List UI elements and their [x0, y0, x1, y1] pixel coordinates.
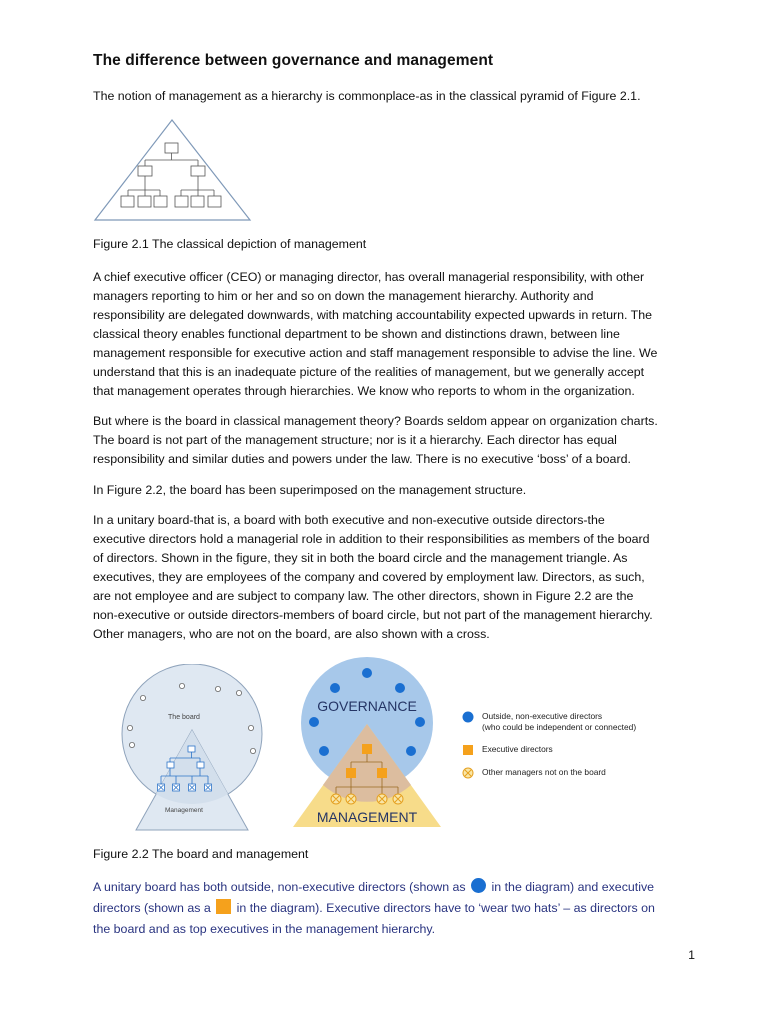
- manager-box-right: [191, 166, 205, 176]
- text-line: management responsible for executive action and staff management responsible to advise the line. We: [93, 346, 658, 360]
- text-span: A unitary board has both outside, non-executive directors (shown as: [93, 880, 470, 894]
- pyramid-outline: [95, 120, 250, 220]
- text-line: executives, they are employees of the company and covered by employment law. Directors, as such,: [93, 570, 645, 584]
- text-line: of directors. Shown in the figure, they sit in both the board circle and the management triangle. As: [93, 551, 628, 565]
- text-line: [93, 898, 705, 919]
- board-management-diagram: [112, 664, 272, 834]
- text-line: But where is the board in classical management theory? Boards seldom appear on organization charts.: [93, 414, 658, 428]
- text-line: responsibility are delegated downwards, with matching accountability expected upwards in return. The: [93, 308, 653, 322]
- text-line: executive directors hold a managerial role in addition to their responsibilities as members of the board: [93, 532, 650, 546]
- text-line: understand that this is an inadequate picture of the realities of management, but we generally accept: [93, 365, 645, 379]
- page-number: 1: [688, 948, 695, 962]
- orange-square-icon: [216, 899, 231, 914]
- board-paragraph: [93, 412, 705, 469]
- text-line: managers reporting to him or her and so on down the management hierarchy. Authority and: [93, 289, 594, 303]
- page-title: The difference between governance and management: [93, 52, 494, 69]
- legend-label: Outside, non-executive directors: [482, 711, 603, 721]
- figure-2-2-intro-paragraph: In Figure 2.2, the board has been superimposed on the management structure.: [93, 483, 527, 497]
- text-line: [93, 877, 705, 898]
- text-line: Other managers, who are not on the board, are also shown with a cross.: [93, 627, 490, 641]
- legend-label: (who could be independent or connected): [482, 722, 637, 732]
- text-span: directors (shown as a: [93, 901, 215, 915]
- orange-square-icon: [462, 744, 474, 756]
- unitary-board-paragraph: [93, 511, 705, 644]
- text-line: non-executive or outside directors-members of board circle, but not part of the management hierarchy.: [93, 608, 653, 622]
- text-span: in the diagram) and executive: [488, 880, 655, 894]
- text-line: A chief executive officer (CEO) or managing director, has overall managerial responsibility, with other: [93, 270, 645, 284]
- figure-2-2-caption: Figure 2.2 The board and management: [93, 847, 309, 861]
- figure-2-1-caption: Figure 2.1 The classical depiction of management: [93, 237, 367, 251]
- manager-box-left: [138, 166, 152, 176]
- crossed-circle-icon: [462, 767, 474, 779]
- text-line: are not employee and are subject to company law. The other directors, shown in Figure 2.2 are the: [93, 589, 634, 603]
- ceo-paragraph: [93, 268, 705, 401]
- governance-label: GOVERNANCE: [317, 698, 417, 714]
- classical-pyramid-diagram: [93, 118, 253, 222]
- text-line: In a unitary board-that is, a board with both executive and non-executive outside directors-the: [93, 513, 605, 527]
- ceo-box: [165, 143, 178, 153]
- text-span: in the diagram). Executive directors have to ‘wear two hats’ – as directors on: [233, 901, 655, 915]
- blue-circle-icon: [462, 711, 474, 723]
- text-span: the board and as top executives in the management hierarchy.: [93, 922, 436, 936]
- legend-label: Executive directors: [482, 744, 553, 754]
- final-paragraph: [93, 877, 705, 940]
- text-line: responsibility and similar duties and powers under the law. There is no executive ‘boss’ of a board.: [93, 452, 631, 466]
- management-label: MANAGEMENT: [316, 809, 418, 825]
- text-line: [93, 919, 705, 940]
- legend-label: Other managers not on the board: [482, 767, 606, 777]
- text-line: classical theory enables functional department to be shown and distinctions drawn, between line: [93, 327, 620, 341]
- text-line: The board is not part of the management structure; nor is it a hierarchy. Each director has equal: [93, 433, 617, 447]
- intro-paragraph: The notion of management as a hierarchy is commonplace-as in the classical pyramid of Figure 2.1.: [93, 89, 641, 103]
- governance-management-diagram: [293, 657, 443, 829]
- text-line: that management operates through hierarchies. We know who reports to whom in the organization.: [93, 384, 635, 398]
- management-label: Management: [165, 807, 203, 814]
- blue-circle-icon: [471, 878, 486, 893]
- board-label: The board: [168, 714, 200, 721]
